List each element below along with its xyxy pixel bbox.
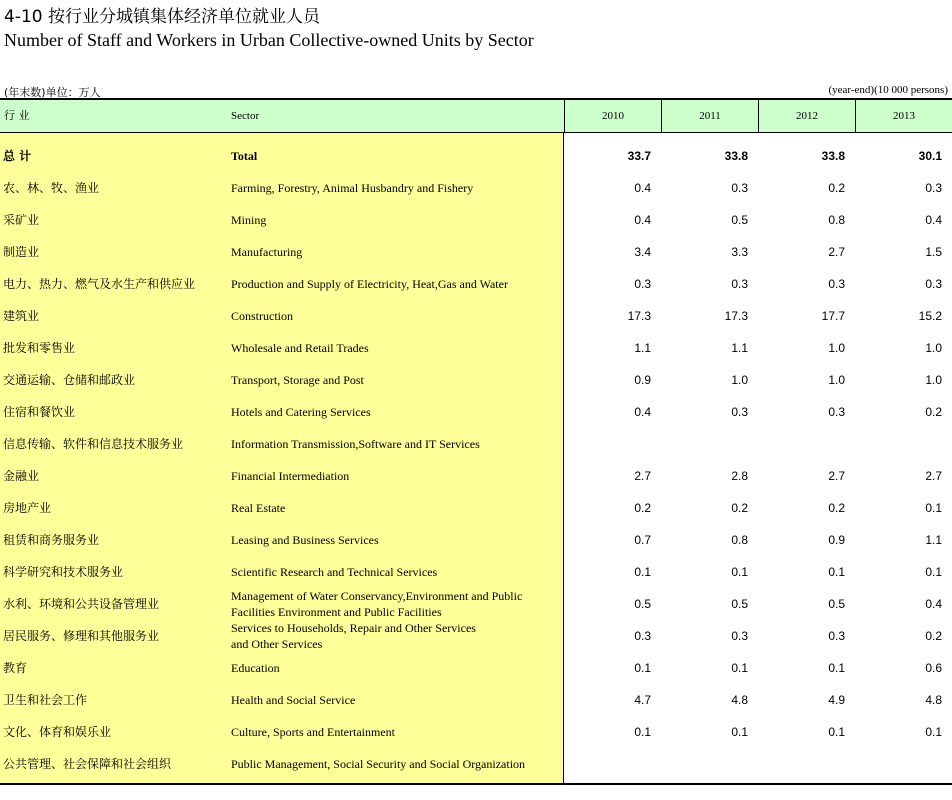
- row-sector-en-text: Scientific Research and Technical Services: [231, 565, 438, 579]
- row-value-2012: 33.8: [821, 149, 845, 163]
- row-value-2012: 4.9: [828, 693, 845, 707]
- table-row: [0, 172, 952, 204]
- header-year-2010: 2010: [564, 100, 661, 132]
- row-value-2013: 0.4: [925, 213, 942, 227]
- row-value-2012: 1.0: [828, 373, 845, 387]
- row-sector-en-text: Construction: [231, 309, 293, 323]
- header-industry-cn: 行 业: [4, 109, 30, 122]
- table-row: [0, 364, 952, 396]
- row-value-2011: 0.5: [731, 597, 748, 611]
- row-value-2011: 0.1: [731, 565, 748, 579]
- table-row: [0, 524, 952, 556]
- row-value-2010: 0.3: [634, 629, 651, 643]
- page-title-chinese: 4-10 按行业分城镇集体经济单位就业人员: [4, 7, 320, 27]
- row-value-2010: 0.2: [634, 501, 651, 515]
- row-industry-cn: 批发和零售业: [3, 341, 76, 355]
- row-value-2010: 0.1: [634, 725, 651, 739]
- row-value-2012: 0.1: [828, 725, 845, 739]
- row-value-2010: 0.3: [634, 277, 651, 291]
- table-row: [0, 204, 952, 236]
- row-value-2010: 2.7: [634, 469, 651, 483]
- row-sector-en-text: Production and Supply of Electricity, Heat,Gas and Water: [231, 277, 508, 291]
- row-sector-en: [231, 684, 561, 716]
- row-value-2013: 0.3: [925, 181, 942, 195]
- row-industry-cn: 金融业: [3, 469, 40, 483]
- row-sector-en-text: Mining: [231, 213, 267, 227]
- row-value-2011: 0.3: [731, 629, 748, 643]
- row-industry-cn: 电力、热力、燃气及水生产和供应业: [3, 277, 196, 291]
- row-sector-en-text: Health and Social Service: [231, 693, 356, 707]
- row-industry-cn: 住宿和餐饮业: [3, 405, 76, 419]
- row-value-2013: 4.8: [925, 693, 942, 707]
- table-row: [0, 396, 952, 428]
- row-value-2013: 0.1: [925, 725, 942, 739]
- table-row: [0, 556, 952, 588]
- row-value-2013: [855, 748, 952, 780]
- row-value-2012: 0.1: [828, 565, 845, 579]
- row-value-2012: 0.1: [828, 661, 845, 675]
- row-value-2011: 1.1: [731, 341, 748, 355]
- row-value-2011: 1.0: [731, 373, 748, 387]
- table-row: [0, 236, 952, 268]
- row-sector-en-text: Public Management, Social Security and Social Organization: [231, 757, 526, 771]
- row-sector-en-text: Farming, Forestry, Animal Husbandry and Fishery: [231, 181, 474, 195]
- row-sector-en: [231, 300, 561, 332]
- row-value-2012: 0.2: [828, 181, 845, 195]
- table-row: [0, 428, 952, 460]
- table-row: [0, 716, 952, 748]
- row-value-2013: 1.5: [925, 245, 942, 259]
- row-value-2011: [661, 748, 758, 780]
- row-sector-en: [231, 748, 561, 780]
- row-value-2011: 0.3: [731, 181, 748, 195]
- row-value-2013: 1.0: [925, 373, 942, 387]
- row-value-2010: 0.4: [634, 181, 651, 195]
- header-year-2011: 2011: [661, 100, 758, 132]
- row-value-2013: 0.4: [925, 597, 942, 611]
- row-value-2012: 0.3: [828, 277, 845, 291]
- table-row: [0, 588, 952, 620]
- row-value-2010: [564, 428, 661, 460]
- row-sector-en: [231, 620, 561, 652]
- row-sector-en: [231, 652, 561, 684]
- row-industry-cn: 建筑业: [3, 309, 40, 323]
- table-row: [0, 620, 952, 652]
- data-table: [0, 98, 952, 785]
- row-value-2013: 0.2: [925, 629, 942, 643]
- row-value-2010: 33.7: [627, 149, 651, 163]
- row-value-2013: 2.7: [925, 469, 942, 483]
- row-value-2011: 0.3: [731, 277, 748, 291]
- row-industry-cn: 交通运输、仓储和邮政业: [3, 373, 136, 387]
- row-sector-en: [231, 556, 561, 588]
- row-value-2011: 17.3: [724, 309, 748, 323]
- row-industry-cn: 居民服务、修理和其他服务业: [3, 629, 160, 643]
- row-value-2010: 0.4: [634, 213, 651, 227]
- row-value-2010: 0.5: [634, 597, 651, 611]
- table-row: [0, 652, 952, 684]
- row-value-2013: 0.2: [925, 405, 942, 419]
- row-value-2010: 4.7: [634, 693, 651, 707]
- table-row: [0, 300, 952, 332]
- table-row: [0, 268, 952, 300]
- row-sector-en-text: Manufacturing: [231, 245, 303, 259]
- row-industry-cn: 教育: [3, 661, 28, 675]
- row-value-2013: 1.1: [925, 533, 942, 547]
- row-sector-en-text: Management of Water Conservancy,Environment and Public Facilities Environment and Public Facilities: [231, 589, 523, 619]
- row-industry-cn: 卫生和社会工作: [3, 693, 88, 707]
- row-value-2010: 0.1: [634, 661, 651, 675]
- row-sector-en: [231, 140, 561, 172]
- row-sector-en: [231, 364, 561, 396]
- row-industry-cn: 租赁和商务服务业: [3, 533, 100, 547]
- row-sector-en: [231, 172, 561, 204]
- row-sector-en: [231, 524, 561, 556]
- row-sector-en-text: Culture, Sports and Entertainment: [231, 725, 395, 739]
- header-year-2012: 2012: [758, 100, 855, 132]
- row-value-2012: 0.3: [828, 405, 845, 419]
- row-sector-en: [231, 396, 561, 428]
- row-value-2012: 1.0: [828, 341, 845, 355]
- row-sector-en: [231, 460, 561, 492]
- row-sector-en-text: Education: [231, 661, 280, 675]
- table-row: [0, 748, 952, 780]
- row-value-2010: 0.9: [634, 373, 651, 387]
- row-value-2011: 0.5: [731, 213, 748, 227]
- row-value-2012: [758, 428, 855, 460]
- row-value-2012: 0.3: [828, 629, 845, 643]
- row-industry-cn: 总 计: [3, 149, 32, 163]
- row-value-2010: [564, 748, 661, 780]
- table-row: [0, 684, 952, 716]
- unit-note-english: (year-end)(10 000 persons): [828, 84, 948, 96]
- row-industry-cn: 文化、体育和娱乐业: [3, 725, 112, 739]
- row-value-2010: 0.1: [634, 565, 651, 579]
- row-sector-en: [231, 204, 561, 236]
- row-industry-cn: 科学研究和技术服务业: [3, 565, 124, 579]
- row-value-2012: 0.5: [828, 597, 845, 611]
- row-value-2010: 0.7: [634, 533, 651, 547]
- row-sector-en: [231, 492, 561, 524]
- row-value-2013: 0.3: [925, 277, 942, 291]
- row-value-2011: 33.8: [724, 149, 748, 163]
- row-value-2013: 15.2: [918, 309, 942, 323]
- row-value-2011: 3.3: [731, 245, 748, 259]
- page-title-english: Number of Staff and Workers in Urban Collective-owned Units by Sector: [4, 30, 534, 50]
- table-row: [0, 460, 952, 492]
- table-header: [0, 100, 952, 133]
- row-value-2010: 3.4: [634, 245, 651, 259]
- row-value-2013: 1.0: [925, 341, 942, 355]
- row-value-2011: 4.8: [731, 693, 748, 707]
- row-sector-en-text: Hotels and Catering Services: [231, 405, 371, 419]
- row-value-2011: 0.2: [731, 501, 748, 515]
- row-value-2010: 17.3: [627, 309, 651, 323]
- row-value-2011: 2.8: [731, 469, 748, 483]
- row-sector-en-text: Wholesale and Retail Trades: [231, 341, 369, 355]
- row-value-2011: 0.1: [731, 661, 748, 675]
- row-value-2012: 2.7: [828, 245, 845, 259]
- row-value-2013: [855, 428, 952, 460]
- row-industry-cn: 水利、环境和公共设备管理业: [3, 597, 160, 611]
- row-value-2010: 0.4: [634, 405, 651, 419]
- row-sector-en-text: Transport, Storage and Post: [231, 373, 364, 387]
- row-value-2012: 0.8: [828, 213, 845, 227]
- row-sector-en-text: Leasing and Business Services: [231, 533, 379, 547]
- row-sector-en: [231, 332, 561, 364]
- row-sector-en: [231, 588, 561, 620]
- row-sector-en-text: Services to Households, Repair and Other Services and Other Services: [231, 621, 476, 651]
- row-value-2012: 17.7: [821, 309, 845, 323]
- row-industry-cn: 公共管理、社会保障和社会组织: [3, 757, 172, 771]
- row-value-2011: 0.8: [731, 533, 748, 547]
- table-row: [0, 332, 952, 364]
- row-sector-en-text: Information Transmission,Software and IT Services: [231, 437, 480, 451]
- row-value-2012: 0.2: [828, 501, 845, 515]
- row-industry-cn: 农、林、牧、渔业: [3, 181, 100, 195]
- row-sector-en: [231, 428, 561, 460]
- row-sector-en-text: Real Estate: [231, 501, 286, 515]
- row-value-2012: [758, 748, 855, 780]
- row-value-2011: 0.3: [731, 405, 748, 419]
- row-sector-en: [231, 236, 561, 268]
- table-row: [0, 492, 952, 524]
- header-year-2013: 2013: [855, 100, 952, 132]
- row-sector-en: [231, 716, 561, 748]
- header-sector-en: Sector: [231, 110, 260, 122]
- unit-note-chinese: (年末数)单位：万人: [4, 86, 101, 99]
- row-value-2013: 0.6: [925, 661, 942, 675]
- row-value-2011: 0.1: [731, 725, 748, 739]
- table-row: [0, 140, 952, 172]
- row-value-2013: 0.1: [925, 565, 942, 579]
- row-industry-cn: 制造业: [3, 245, 40, 259]
- row-sector-en: [231, 268, 561, 300]
- row-sector-en-text: Financial Intermediation: [231, 469, 350, 483]
- row-industry-cn: 采矿业: [3, 213, 40, 227]
- row-value-2011: [661, 428, 758, 460]
- row-value-2010: 1.1: [634, 341, 651, 355]
- row-value-2012: 2.7: [828, 469, 845, 483]
- row-industry-cn: 房地产业: [3, 501, 52, 515]
- row-value-2012: 0.9: [828, 533, 845, 547]
- row-sector-en-text: Total: [231, 149, 258, 163]
- row-value-2013: 30.1: [918, 149, 942, 163]
- row-industry-cn: 信息传输、软件和信息技术服务业: [3, 437, 184, 451]
- row-value-2013: 0.1: [925, 501, 942, 515]
